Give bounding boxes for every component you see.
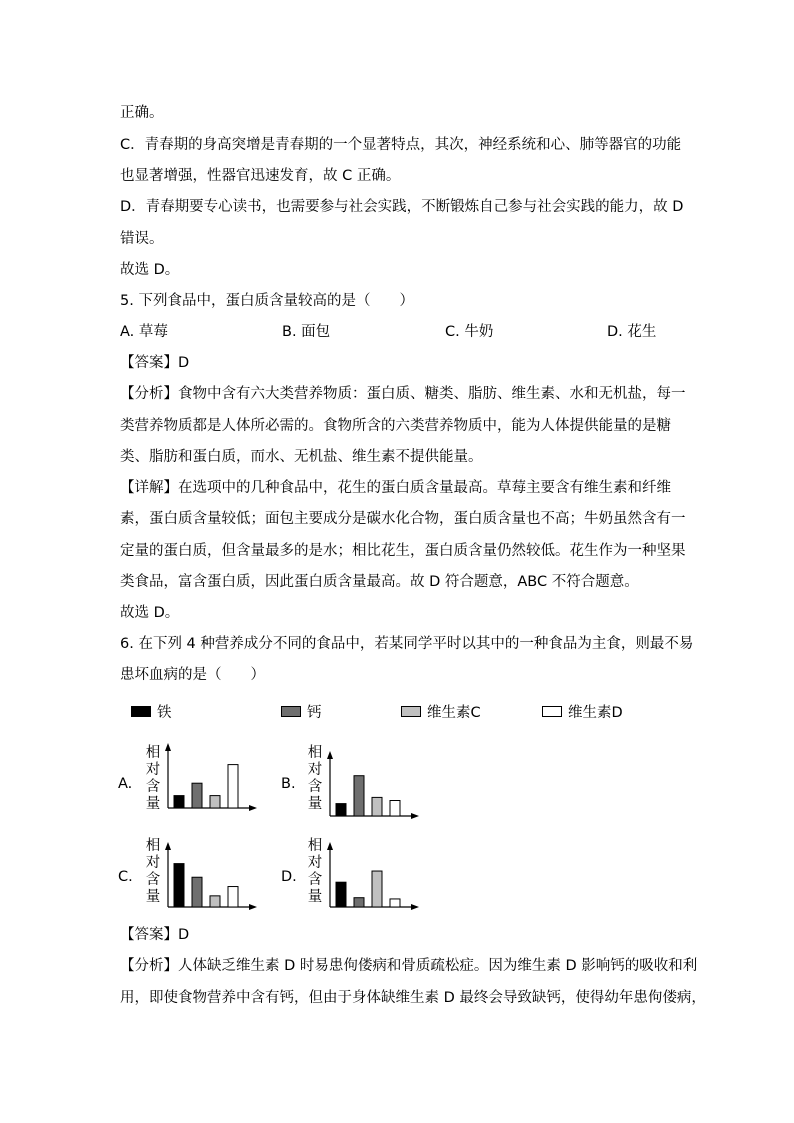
x-axis-arrow [411, 813, 419, 819]
bar [210, 896, 220, 907]
chart-container [162, 742, 258, 818]
y-axis-label-char: 量 [307, 796, 323, 812]
text-line: 故选 D。 [120, 605, 180, 621]
q5-option-b: B. 面包 [282, 324, 331, 340]
bar [228, 887, 238, 907]
text-line: 【分析】食物中含有六大类营养物质：蛋白质、糖类、脂肪、维生素、水和无机盐，每一 [120, 386, 686, 402]
chart-option-label: A. [118, 776, 133, 792]
y-axis-label-char: 量 [145, 889, 161, 905]
text-line: 类食品，富含蛋白质，因此蛋白质含量最高。故 D 符合题意，ABC 不符合题意。 [120, 574, 639, 590]
legend-swatch [542, 706, 562, 717]
chart-container [324, 841, 420, 917]
bar [372, 797, 382, 816]
legend-swatch [131, 706, 151, 717]
y-axis-label-char: 相 [307, 745, 323, 761]
y-axis-label-char: 含 [307, 779, 323, 795]
legend-swatch [401, 706, 421, 717]
legend-label: 钙 [307, 705, 322, 721]
q5-option-d: D. 花生 [607, 324, 657, 340]
bar [336, 804, 346, 816]
bar [390, 899, 400, 907]
text-line: 正确。 [120, 105, 164, 121]
bar [174, 796, 184, 808]
y-axis-label [307, 745, 323, 813]
y-axis-arrow [165, 842, 171, 850]
y-axis-label [145, 745, 161, 813]
y-axis-label-char: 对 [145, 762, 161, 778]
legend-label: 铁 [157, 705, 172, 721]
q5-option-a: A. 草莓 [120, 324, 168, 340]
text-line: C．青春期的身高突增是青春期的一个显著特点，其次，神经系统和心、肺等器官的功能 [120, 137, 682, 153]
question-5: 5. 下列食品中，蛋白质含量较高的是（ ） [120, 293, 414, 309]
y-axis-label [145, 838, 161, 906]
y-axis-label-char: 对 [307, 762, 323, 778]
legend-swatch [281, 706, 301, 717]
y-axis-arrow [327, 751, 333, 759]
chart-option-label: D. [281, 869, 297, 885]
y-axis-label-char: 相 [307, 838, 323, 854]
x-axis-arrow [411, 904, 419, 910]
legend-item-vitamin-d [542, 701, 623, 722]
y-axis-label-char: 量 [307, 889, 323, 905]
bar [336, 882, 346, 907]
bar [192, 877, 202, 907]
bar [390, 801, 400, 817]
legend-item-iron [131, 701, 172, 722]
bar-chart [324, 750, 420, 822]
text-line: 定量的蛋白质，但含量最多的是水；相比花生，蛋白质含量仍然较低。花生作为一种坚果 [120, 543, 686, 559]
question-6: 6. 在下列 4 种营养成分不同的食品中，若某同学平时以其中的一种食品为主食，则最不易 [120, 636, 694, 652]
bar-chart [162, 742, 258, 814]
y-axis-arrow [165, 743, 171, 751]
legend-label: 维生素C [427, 705, 481, 721]
text-line: 用，即使食物营养中含有钙，但由于身体缺维生素 D 最终会导致缺钙，使得幼年患佝偻病， [120, 990, 706, 1006]
text-line: 素，蛋白质含量较低；面包主要成分是碳水化合物，蛋白质含量也不高；牛奶虽然含有一 [120, 511, 686, 527]
y-axis-label [307, 838, 323, 906]
chart-container [162, 841, 258, 917]
y-axis-label-char: 量 [145, 796, 161, 812]
q5-option-c: C. 牛奶 [445, 324, 494, 340]
answer-line: 【答案】D [120, 355, 190, 371]
x-axis-arrow [249, 904, 257, 910]
text-line: 错误。 [120, 231, 164, 247]
text-line: 【详解】在选项中的几种食品中，花生的蛋白质含量最高。草莓主要含有维生素和纤维 [120, 480, 671, 496]
legend-label: 维生素D [568, 705, 623, 721]
text-line: 类营养物质都是人体所必需的。食物所含的六类营养物质中，能为人体提供能量的是糖 [120, 418, 671, 434]
bar [372, 871, 382, 907]
chart-option-label: B. [281, 776, 296, 792]
text-line: 也显著增强，性器官迅速发育，故 C 正确。 [120, 168, 401, 184]
y-axis-arrow [327, 842, 333, 850]
answer-line: 【答案】D [120, 927, 190, 943]
text-line: D．青春期要专心读书，也需要参与社会实践，不断锻炼自己参与社会实践的能力，故 D [120, 199, 684, 215]
y-axis-label-char: 含 [307, 872, 323, 888]
y-axis-label-char: 含 [145, 779, 161, 795]
bar [174, 864, 184, 907]
bar [228, 765, 238, 808]
bar [354, 898, 364, 907]
y-axis-label-char: 对 [307, 855, 323, 871]
bar [354, 776, 364, 816]
bar [192, 783, 202, 808]
chart-container [324, 750, 420, 826]
legend-item-vitamin-c [401, 701, 481, 722]
text-line: 患坏血病的是（ ） [120, 667, 265, 683]
y-axis-label-char: 相 [145, 745, 161, 761]
text-line: 【分析】人体缺乏维生素 D 时易患佝偻病和骨质疏松症。因为维生素 D 影响钙的吸收和利 [120, 958, 698, 974]
bar-chart [162, 841, 258, 913]
x-axis-arrow [249, 805, 257, 811]
y-axis-label-char: 含 [145, 872, 161, 888]
chart-option-label: C. [118, 869, 133, 885]
y-axis-label-char: 对 [145, 855, 161, 871]
bar-chart [324, 841, 420, 913]
legend-item-calcium [281, 701, 322, 722]
bar [210, 796, 220, 808]
text-line: 故选 D。 [120, 262, 180, 278]
text-line: 类、脂肪和蛋白质，而水、无机盐、维生素不提供能量。 [120, 449, 483, 465]
y-axis-label-char: 相 [145, 838, 161, 854]
